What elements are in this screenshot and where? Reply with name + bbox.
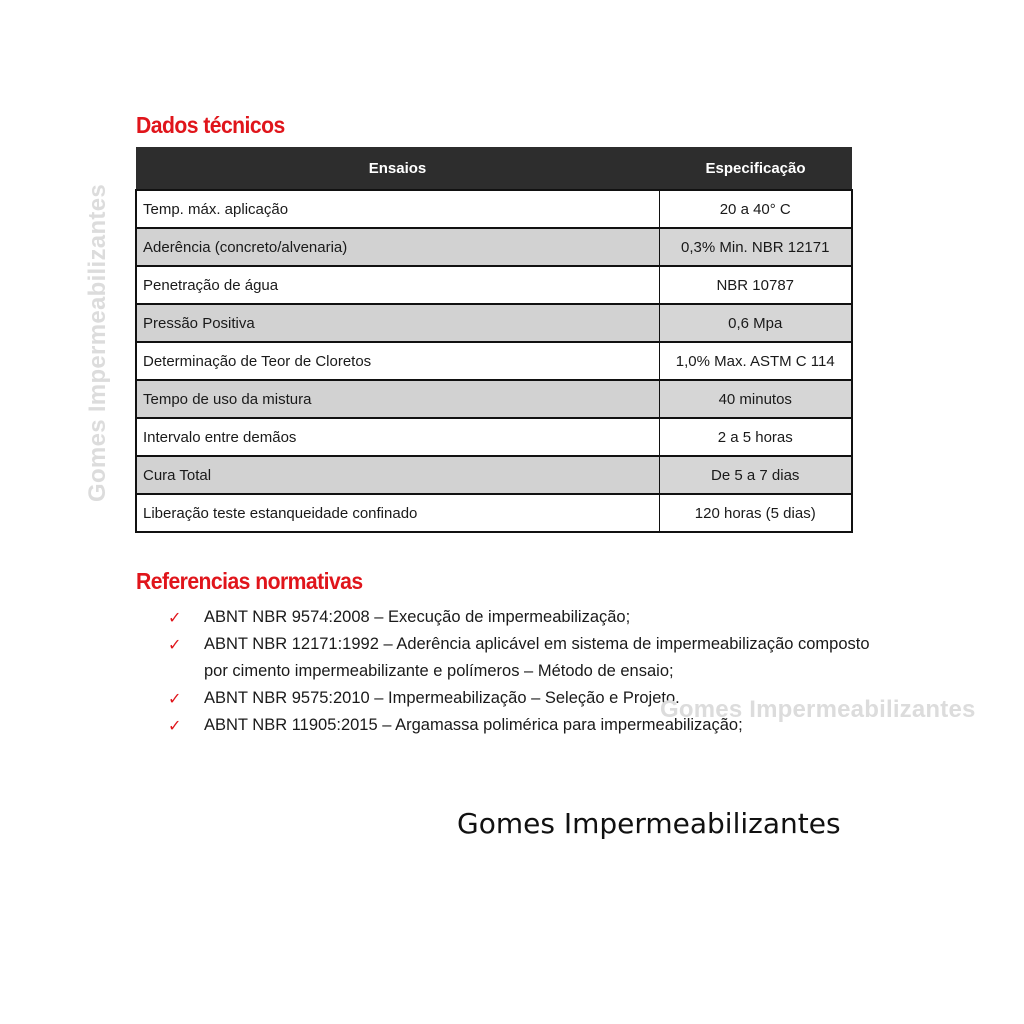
- especificacao-cell: 120 horas (5 dias): [659, 494, 852, 532]
- ensaio-cell: Temp. máx. aplicação: [136, 190, 659, 228]
- table-row: [136, 266, 852, 304]
- table-row: [136, 342, 852, 380]
- reference-text: ABNT NBR 9574:2008 – Execução de impermeabilização;: [204, 608, 631, 626]
- ensaio-cell: Determinação de Teor de Cloretos: [136, 342, 659, 380]
- column-header-especificacao: Especificação: [659, 147, 852, 190]
- ensaio-cell: Penetração de água: [136, 266, 659, 304]
- column-header-ensaios: Ensaios: [136, 147, 659, 190]
- especificacao-cell: 0,3% Min. NBR 12171: [659, 228, 852, 266]
- especificacao-cell: 20 a 40° C: [659, 190, 852, 228]
- reference-text: ABNT NBR 9575:2010 – Impermeabilização – Seleção e Projeto.: [204, 689, 680, 707]
- ensaio-cell: Aderência (concreto/alvenaria): [136, 228, 659, 266]
- technical-data-table: [135, 147, 853, 533]
- especificacao-cell: De 5 a 7 dias: [659, 456, 852, 494]
- especificacao-cell: 1,0% Max. ASTM C 114: [659, 342, 852, 380]
- dados-tecnicos-title: Dados técnicos: [136, 112, 285, 138]
- brand-name: Gomes Impermeabilizantes: [457, 807, 841, 840]
- table-row: [136, 494, 852, 532]
- watermark-horizontal: Gomes Impermeabilizantes: [660, 696, 976, 723]
- table-header-row: [136, 147, 852, 190]
- table-row: [136, 190, 852, 228]
- table-row: [136, 304, 852, 342]
- checkmark-icon: ✓: [168, 608, 182, 627]
- checkmark-icon: ✓: [168, 689, 182, 708]
- list-item: [168, 631, 888, 685]
- especificacao-cell: 40 minutos: [659, 380, 852, 418]
- list-item: [168, 604, 888, 631]
- watermark-vertical: Gomes Impermeabilizantes: [84, 184, 111, 502]
- ensaio-cell: Intervalo entre demãos: [136, 418, 659, 456]
- table-row: [136, 418, 852, 456]
- especificacao-cell: 0,6 Mpa: [659, 304, 852, 342]
- reference-text: ABNT NBR 12171:1992 – Aderência aplicável em sistema de impermeabilização composto por cimento impermeabilizante e polímeros – Método de ensaio;: [204, 635, 870, 680]
- ensaio-cell: Tempo de uso da mistura: [136, 380, 659, 418]
- table-row: [136, 380, 852, 418]
- ensaio-cell: Liberação teste estanqueidade confinado: [136, 494, 659, 532]
- checkmark-icon: ✓: [168, 635, 182, 654]
- especificacao-cell: NBR 10787: [659, 266, 852, 304]
- referencias-title: Referencias normativas: [136, 568, 363, 594]
- reference-text: ABNT NBR 11905:2015 – Argamassa polimérica para impermeabilização;: [204, 716, 743, 734]
- ensaio-cell: Pressão Positiva: [136, 304, 659, 342]
- especificacao-cell: 2 a 5 horas: [659, 418, 852, 456]
- table-row: [136, 456, 852, 494]
- table-row: [136, 228, 852, 266]
- checkmark-icon: ✓: [168, 716, 182, 735]
- ensaio-cell: Cura Total: [136, 456, 659, 494]
